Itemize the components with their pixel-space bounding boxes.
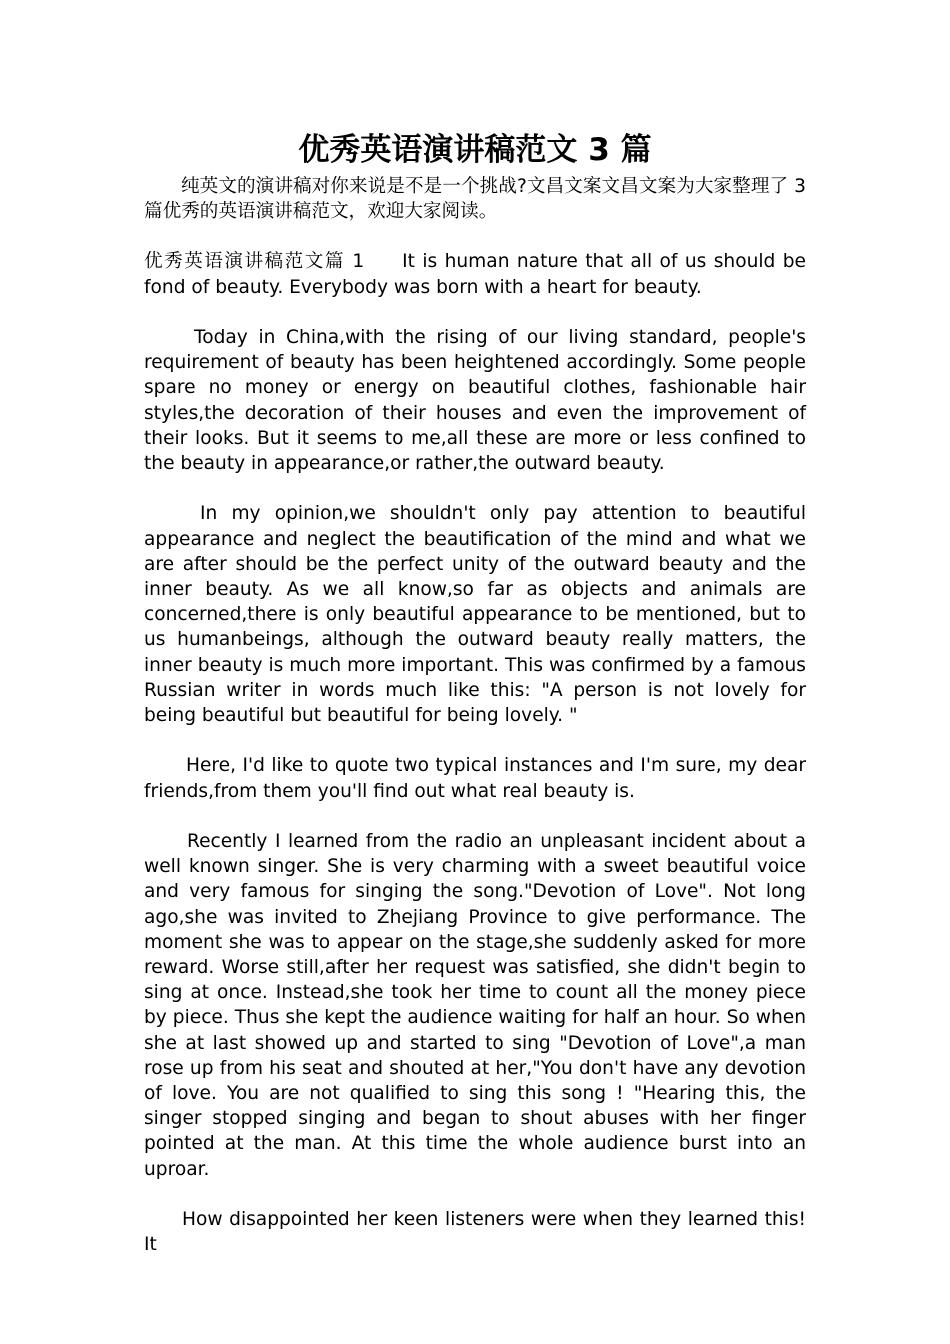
document-title: 优秀英语演讲稿范文 3 篇 (298, 132, 652, 168)
section-heading: 优秀英语演讲稿范文篇 1 (144, 251, 365, 273)
document-body (144, 174, 806, 1283)
paragraph-5: Recently I learned from the radio an unpleasant incident about a well known singer. She is very charming with a sweet beautiful voice and very famous for singing the song."Devotion of Love". Not long ago,she was invited to Zhejiang Province to give performance. The moment she was to appear on the stage,she suddenly asked for more reward. Worse still,after her request was satisfied, she didn't begin to sing at once. Instead,she took her time to count all the money piece by piece. Thus she kept the audience waiting for half an hour. So when she at last showed up and started to sing "Devotion of Love",a man rose up from his seat and shouted at her,"You don't have any devotion of love. You are not qualified to sing this song ! "Hearing this, the singer stopped singing and began to shout abuses with her finger pointed at the man. At this time the whole audience burst into an uproar. (144, 831, 806, 1180)
paragraph-6: How disappointed her keen listeners were when they learned this! It (144, 1209, 806, 1256)
paragraph-4: Here, I'd like to quote two typical instances and I'm sure, my dear friends,from them you'll find out what real beauty is. (144, 755, 806, 802)
section-1-first-paragraph (144, 249, 806, 299)
intro-paragraph: 纯英文的演讲稿对你来说是不是一个挑战?文昌文案文昌文案为大家整理了 3 篇优秀的英语演讲稿范文，欢迎大家阅读。 (144, 176, 806, 223)
paragraph-3: In my opinion,we shouldn't only pay attention to beautiful appearance and neglect the beautification of the mind and what we are after should be the perfect unity of the outward beauty and the inner beauty. As we all know,so far as objects and animals are concerned,there is only beautiful appearance to be mentioned, but to us humanbeings, although the outward beauty really matters, the inner beauty is much more important. This was confirmed by a famous Russian writer in words much like this: "A person is not lovely for being beautiful but beautiful for being lovely. " (144, 503, 806, 727)
paragraph-2: Today in China,with the rising of our living standard, people's requirement of beauty has been heightened accordingly. Some people spare no money or energy on beautiful clothes, fashionable hair styles,the decoration of their houses and even the improvement of their looks. But it seems to me,all these are more or less confined to the beauty in appearance,or rather,the outward beauty. (144, 327, 806, 475)
paragraph-1: It is human nature that all of us should be fond of beauty. Everybody was born with a heart for beauty. (144, 251, 806, 298)
